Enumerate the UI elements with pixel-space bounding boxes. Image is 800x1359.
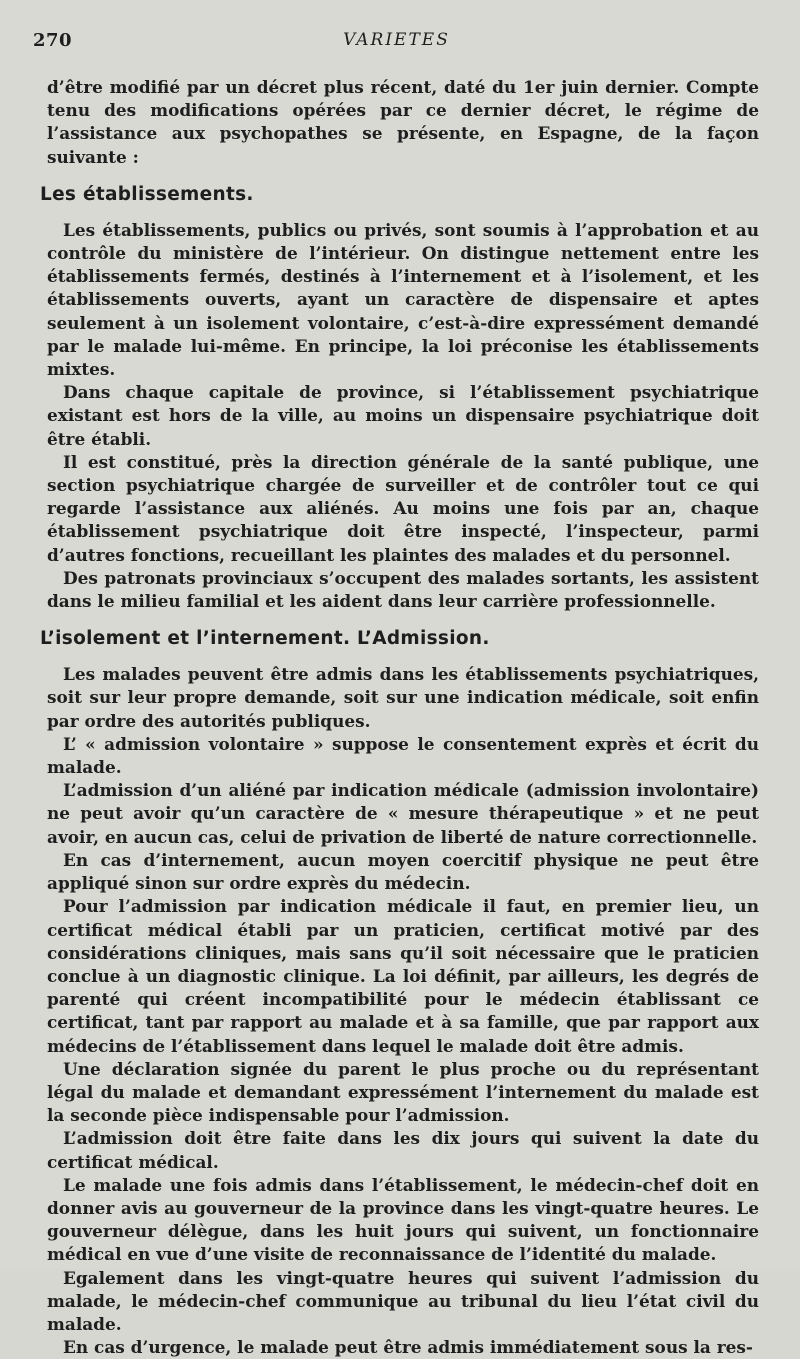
running-head: VARIETES xyxy=(343,30,450,50)
page-header xyxy=(33,30,760,56)
paragraph: L’admission d’un aliéné par indication médicale (admission involontaire) ne peut avoir qu’un caractère de « mesure thérapeutique » et ne peut avoir, en aucun cas, celui de privation de liberté de nature correctionnelle. xyxy=(47,780,759,847)
paragraph: Une déclaration signée du parent le plus proche ou du représentant légal du malade et demandant expressément l’internement du malade est la seconde pièce indispensable pour l’admission. xyxy=(47,1058,759,1126)
page-number: 270 xyxy=(33,30,73,51)
paragraph: L’ « admission volontaire » suppose le consentement exprès et écrit du malade. xyxy=(47,733,759,778)
document-body xyxy=(40,76,759,1359)
paragraph: Des patronats provinciaux s’occupent des malades sortants, les assistent dans le milieu familial et les aident dans leur carrière professionnelle. xyxy=(47,567,759,612)
paragraph: Dans chaque capitale de province, si l’établissement psychiatrique existant est hors de la ville, au moins un dispensaire psychiatrique doit être établi. xyxy=(47,382,759,449)
paragraph: En cas d’urgence, le malade peut être admis immédiatement sous la res- xyxy=(63,1337,753,1358)
paragraph: Les établissements, publics ou privés, sont soumis à l’approbation et au contrôle du ministère de l’intérieur. On distingue nettement entre les établissements fermés, destinés à l’internement et à l’isolement, et les établissements ouverts, ayant un caractère de dispensaire et aptes seulement à un isolement volontaire, c’est-à-dire expressément demandé par le malade lui-même. En principe, la loi préconise les établissements mixtes. xyxy=(47,219,759,380)
section-heading: Les établissements. xyxy=(40,183,254,205)
section-heading: L’isolement et l’internement. L’Admission. xyxy=(40,628,490,650)
paragraph: L’admission doit être faite dans les dix jours qui suivent la date du certificat médical. xyxy=(47,1128,759,1172)
paragraph: Le malade une fois admis dans l’établissement, le médecin-chef doit en donner avis au gouverneur de la province dans les vingt-quatre heures. Le gouverneur délègue, dans les huit jours qui suivent, un fonctionnaire médical en vue d’une visite de reconnaissance de l’identité du malade. xyxy=(47,1174,759,1265)
paragraph: Pour l’admission par indication médicale il faut, en premier lieu, un certificat médical établi par un praticien, certificat motivé par des considérations cliniques, mais sans qu’il soit nécessaire que le praticien conclue à un diagnostic clinique. La loi définit, par ailleurs, les degrés de parenté qui créent incompatibilité pour le médecin établissant ce certificat, tant par rapport au malade et à sa famille, que par rapport aux médecins de l’établissement dans lequel le malade doit être admis. xyxy=(47,896,759,1056)
paragraph: Egalement dans les vingt-quatre heures qui suivent l’admission du malade, le médecin-chef communique au tribunal du lieu l’état civil du malade. xyxy=(47,1267,759,1334)
paragraph: En cas d’internement, aucun moyen coercitif physique ne peut être appliqué sinon sur ordre exprès du médecin. xyxy=(47,849,759,894)
paragraph: Les malades peuvent être admis dans les établissements psychiatriques, soit sur leur propre demande, soit sur une indication médicale, soit enfin par ordre des autorités publiques. xyxy=(47,664,759,731)
paragraph: Il est constitué, près la direction générale de la santé publique, une section psychiatrique chargée de surveiller et de contrôler tout ce qui regarde l’assistance aux aliénés. Au moins une fois par an, chaque établissement psychiatrique doit être inspecté, l’inspecteur, parmi d’autres fonctions, recueillant les plaintes des malades et du personnel. xyxy=(47,451,759,565)
paragraph: d’être modifié par un décret plus récent, daté du 1er juin dernier. Compte tenu des modifications opérées par ce dernier décret, le régime de l’assistance aux psychopathes se présente, en Espagne, de la façon suivante : xyxy=(47,77,759,167)
